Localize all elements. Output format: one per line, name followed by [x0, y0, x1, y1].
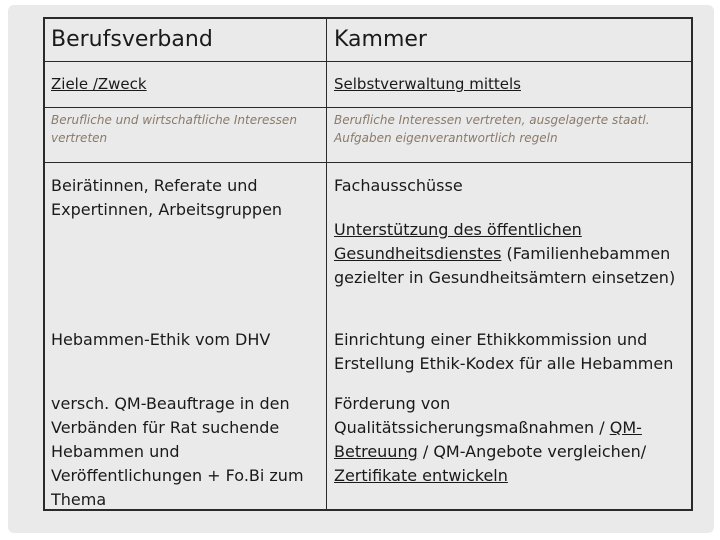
- committees-kammer-support-detail: (Familienhebammen gezielter in Gesundheitsämtern einsetzen): [334, 244, 676, 287]
- subheader-goals: Ziele /Zweck: [51, 75, 147, 93]
- committees-kammer-support-link: Unterstützung des öffentlichen Gesundheitsdienstes: [334, 220, 582, 263]
- table-row-goals: [45, 107, 691, 163]
- qm-kammer-betreuung: QM-Betreuung: [334, 418, 642, 461]
- committees-kammer-fachausschuesse: Fachausschüsse: [334, 176, 463, 195]
- subheader-self-administration: Selbstverwaltung mittels: [334, 75, 521, 93]
- header-kammer: Kammer: [334, 27, 427, 52]
- ethics-kammer: Einrichtung einer Ethikkommission und Erstellung Ethik-Kodex für alle Hebammen: [334, 330, 674, 373]
- goals-kammer: Berufliche Interessen vertreten, ausgelagerte staatl. Aufgaben eigenverantwortlich regeln: [334, 113, 650, 145]
- table-header-row: [45, 19, 691, 62]
- comparison-table: [43, 17, 693, 511]
- committees-berufsverband: Beirätinnen, Referate und Expertinnen, Arbeitsgruppen: [45, 162, 327, 322]
- table-subheader-row: [45, 61, 691, 108]
- header-berufsverband: Berufsverband: [45, 19, 327, 61]
- goals-berufsverband: Berufliche und wirtschaftliche Interessen vertreten: [45, 107, 327, 162]
- table-row-ethics: [45, 322, 691, 384]
- qm-kammer-compare: / QM-Angebote vergleichen/: [417, 442, 647, 461]
- committees-kammer: [327, 162, 691, 322]
- qm-kammer-promotion: Förderung von Qualitätssicherungsmaßnahmen /: [334, 394, 610, 437]
- table-row-qm: [45, 384, 691, 509]
- qm-kammer-certificates: Zertifikate entwickeln: [334, 466, 508, 485]
- slide-background: [8, 5, 714, 533]
- ethics-berufsverband: Hebammen-Ethik vom DHV: [45, 322, 327, 384]
- qm-berufsverband: versch. QM-Beauftrage in den Verbänden für Rat suchende Hebammen und Veröffentlichungen + Fo.Bi zum Thema: [45, 384, 327, 509]
- qm-kammer: [327, 384, 691, 509]
- table-row-committees: [45, 162, 691, 322]
